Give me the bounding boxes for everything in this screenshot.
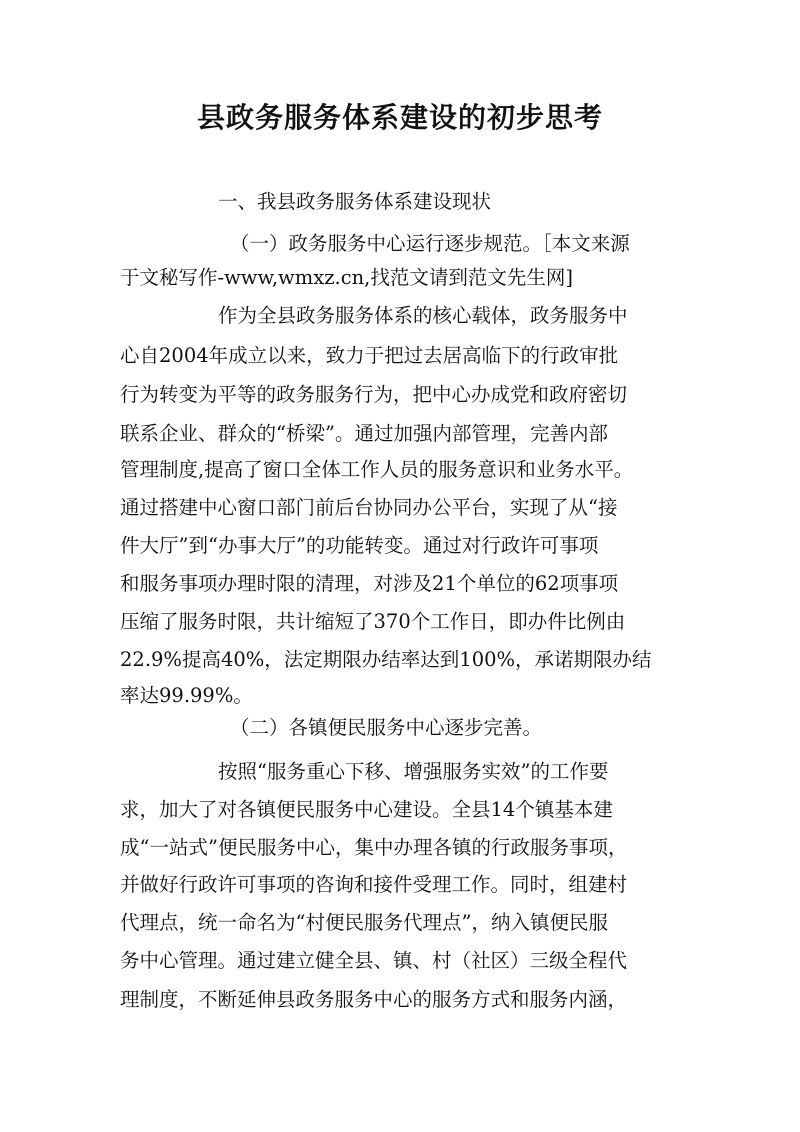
body-line: 代理点，统一命名为“村便民服务代理点”，纳入镇便民服 xyxy=(120,911,608,934)
body-line: 通过搭建中心窗口部门前后台协同办公平台，实现了从“接 xyxy=(120,496,618,519)
body-line: 作为全县政务服务体系的核心载体，政务服务中 xyxy=(218,304,628,327)
body-line: 行为转变为平等的政务服务行为，把中心办成党和政府密切 xyxy=(120,383,628,406)
body-line: 联系企业、群众的“桥梁”。通过加强内部管理，完善内部 xyxy=(120,422,608,445)
section-heading: 一、我县政务服务体系建设现状 xyxy=(218,190,492,213)
body-line: 心自2004年成立以来，致力于把过去居高临下的行政审批 xyxy=(120,344,619,367)
subsection-heading: （一）政务服务中心运行逐步规范。［本文来源 xyxy=(230,232,630,255)
subsection-heading: （二）各镇便民服务中心逐步完善。 xyxy=(230,716,543,739)
body-line: 理制度，不断延伸县政务服务中心的服务方式和服务内涵， xyxy=(120,988,628,1011)
body-line: 管理制度,提高了窗口全体工作人员的服务意识和业务水平。 xyxy=(120,458,634,481)
body-line: 和服务事项办理时限的清理，对涉及21个单位的62项事项 xyxy=(120,572,619,595)
body-line: 于文秘写作-www,wmxz.cn,找范文请到范文先生网] xyxy=(120,266,573,289)
body-line: 22.9%提高40%，法定期限办结率达到100%，承诺期限办结 xyxy=(120,648,652,671)
body-line: 求，加大了对各镇便民服务中心建设。全县14个镇基本建 xyxy=(120,798,613,821)
body-line: 件大厅”到“办事大厅”的功能转变。通过对行政许可事项 xyxy=(120,534,599,557)
body-line: 率达99.99%。 xyxy=(120,684,253,707)
body-line: 务中心管理。通过建立健全县、镇、村（社区）三级全程代 xyxy=(120,949,628,972)
document-title: 县政务服务体系建设的初步思考 xyxy=(196,101,603,134)
body-line: 并做好行政许可事项的咨询和接件受理工作。同时，组建村 xyxy=(120,873,628,896)
body-line: 压缩了服务时限，共计缩短了370个工作日，即办件比例由 xyxy=(120,610,626,633)
body-line: 按照“服务重心下移、增强服务实效”的工作要 xyxy=(218,760,609,783)
body-line: 成“一站式”便民服务中心，集中办理各镇的行政服务事项， xyxy=(120,836,628,859)
